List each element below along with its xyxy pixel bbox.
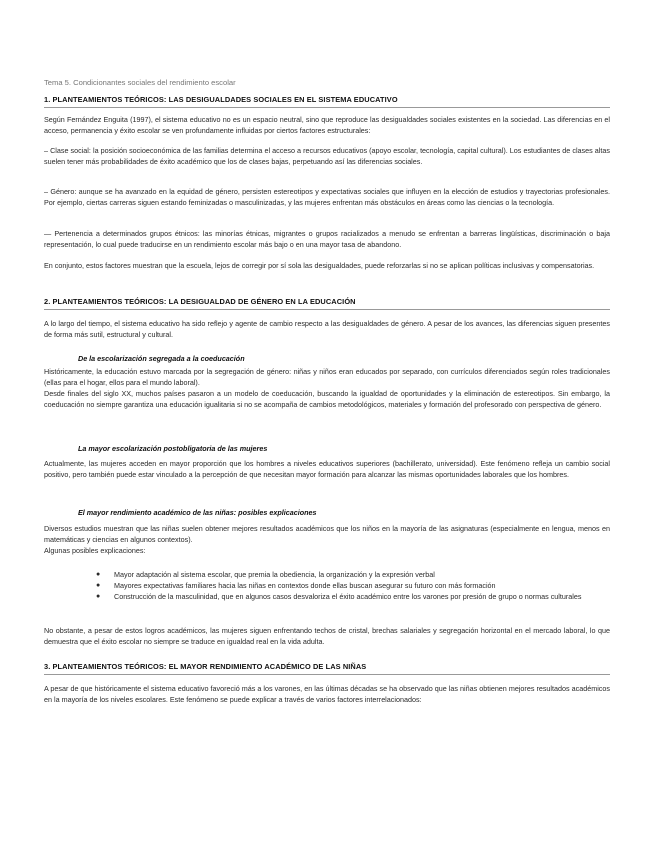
section-3-title: 3. PLANTEAMIENTOS TEÓRICOS: EL MAYOR RENDIMIENTO ACADÉMICO DE LAS NIÑAS bbox=[44, 662, 610, 675]
subsection-coeducacion-text-2: Desde finales del siglo XX, muchos países pasaron a un modelo de coeducación, buscando la igualdad de oportunidades y la eliminación de estereotipos. Sin embargo, la coeducación no siempre garantiza una educación igualitaria si no se acompaña de cambios metodológicos, materiales y formación del profesorado con perspectiva de género. bbox=[44, 389, 610, 409]
list-item: ● Mayor adaptación al sistema escolar, que premia la obediencia, la organización y la expresión verbal bbox=[96, 570, 435, 579]
section-1-title: 1. PLANTEAMIENTOS TEÓRICOS: LAS DESIGUALDADES SOCIALES EN EL SISTEMA EDUCATIVO bbox=[44, 95, 610, 108]
section-1-conclusion: En conjunto, estos factores muestran que la escuela, lejos de corregir por sí sola las desigualdades, puede reforzarlas si no se aplican políticas inclusivas y compensatorias. bbox=[44, 261, 595, 270]
section-1-intro: Según Fernández Enguita (1997), el sistema educativo no es un espacio neutral, sino que reproduce las desigualdades sociales existentes en la sociedad. Las diferencias en el acceso, permanencia y éxito escolar se ven profundamente influidas por ciertos factores estructurales: bbox=[44, 115, 610, 135]
subsection-escolarizacion-title: La mayor escolarización postobligatoria de las mujeres bbox=[78, 444, 268, 453]
list-item: ● Construcción de la masculinidad, que en algunos casos desvaloriza el éxito académico entre los varones por presión de grupo o normas culturales bbox=[96, 591, 582, 601]
section-1-genero: – Género: aunque se ha avanzado en la equidad de género, persisten estereotipos y expectativas sociales que influyen en la elección de estudios y trayectorias profesionales. Por ejemplo, ciertas carreras siguen estando feminizadas o masculinizadas, y las mujeres enfrentan más obstáculos en áreas como las ciencias o la tecnología. bbox=[44, 187, 610, 207]
section-2-closing: No obstante, a pesar de estos logros académicos, las mujeres siguen enfrentando techos de cristal, brechas salariales y segregación horizontal en el mercado laboral, lo que demuestra que el éxito escolar no siempre se traduce en igualdad real en la vida adulta. bbox=[44, 626, 610, 646]
section-2-title: 2. PLANTEAMIENTOS TEÓRICOS: LA DESIGUALDAD DE GÉNERO EN LA EDUCACIÓN bbox=[44, 297, 610, 310]
explanations-list bbox=[96, 570, 610, 602]
subsection-coeducacion-title: De la escolarización segregada a la coeducación bbox=[78, 354, 245, 363]
subsection-rendimiento-title: El mayor rendimiento académico de las niñas: posibles explicaciones bbox=[78, 508, 317, 517]
section-1-clase-social: – Clase social: la posición socioeconómica de las familias determina el acceso a recursos educativos (apoyo escolar, tecnología, capital cultural). Los estudiantes de clases altas suelen tener más probabilidades de éxito académico que los de clases bajas, perpetuando así las diferencias sociales. bbox=[44, 146, 610, 166]
section-1-grupos-etnicos: — Pertenencia a determinados grupos étnicos: las minorías étnicas, migrantes o grupos racializados a menudo se enfrentan a barreras lingüísticas, discriminación o baja representación, lo cual puede traducirse en un rendimiento escolar más bajo o en una mayor tasa de abandono. bbox=[44, 229, 610, 249]
subsection-coeducacion-text: Históricamente, la educación estuvo marcada por la segregación de género: niñas y niños eran educados por separado, con currículos diferenciados según roles tradicionales (ellas para el hogar, ellos para el mundo laboral). bbox=[44, 367, 610, 387]
list-item: ● Mayores expectativas familiares hacia las niñas en contextos donde ellas buscan asegurar su futuro con más formación bbox=[96, 580, 496, 590]
bullet-icon: ● bbox=[96, 592, 101, 600]
subsection-rendimiento-text-2: Algunas posibles explicaciones: bbox=[44, 546, 146, 555]
subsection-escolarizacion-text: Actualmente, las mujeres acceden en mayor proporción que los hombres a niveles educativos superiores (bachillerato, universidad). Este fenómeno refleja un cambio social positivo, pero también puede estar vinculado a la percepción de que necesitan mayor formación para alcanzar las mismas oportunidades laborales que los hombres. bbox=[44, 459, 610, 479]
section-3-intro: A pesar de que históricamente el sistema educativo favoreció más a los varones, en las últimas décadas se ha observado que las niñas obtienen mejores resultados académicos en la mayoría de los niveles escolares. Este fenómeno se puede explicar a través de varios factores interrelacionados: bbox=[44, 684, 610, 704]
section-2-intro: A lo largo del tiempo, el sistema educativo ha sido reflejo y agente de cambio respecto a las desigualdades de género. A pesar de los avances, las diferencias siguen presentes de forma más sutil, estructural y cultural. bbox=[44, 319, 610, 339]
bullet-icon: ● bbox=[96, 581, 101, 589]
bullet-icon: ● bbox=[96, 571, 101, 578]
document-header: Tema 5. Condicionantes sociales del rendimiento escolar bbox=[44, 78, 236, 87]
subsection-rendimiento-text: Diversos estudios muestran que las niñas suelen obtener mejores resultados académicos que los niños en la mayoría de las asignaturas (especialmente en lengua, menos en matemáticas y ciencias en algunos contextos). bbox=[44, 524, 610, 544]
